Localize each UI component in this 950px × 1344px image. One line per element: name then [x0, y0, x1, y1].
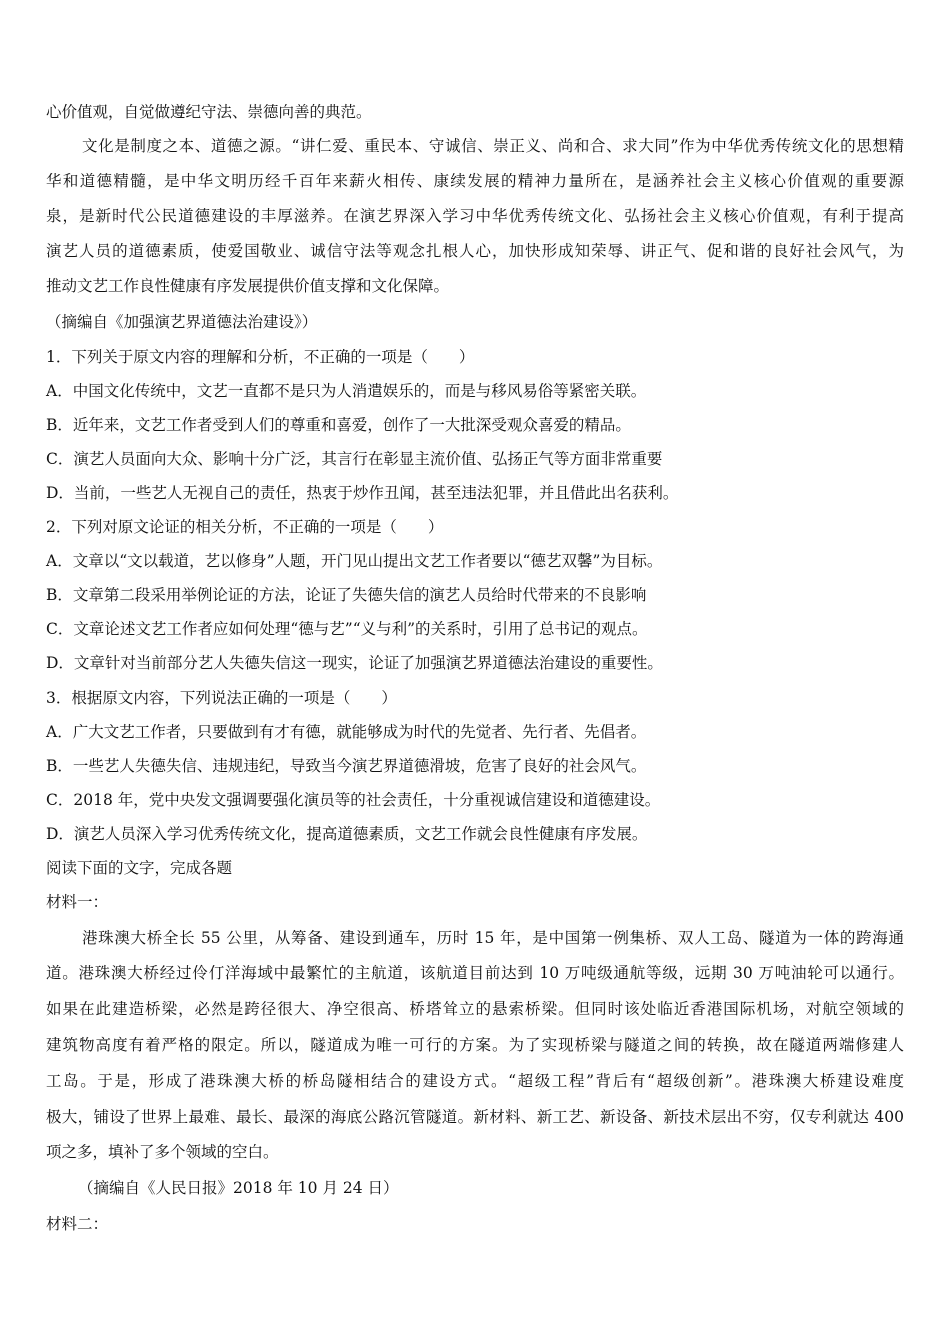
paragraph-end-line: 心价值观，自觉做遵纪守法、崇德向善的典范。 [46, 103, 372, 121]
question-3-option-b: B．一些艺人失德失信、违规违纪，导致当今演艺界道德滑坡，危害了良好的社会风气。 [46, 757, 647, 775]
material-2-heading: 材料二： [46, 1215, 109, 1233]
question-3: 3．根据原文内容，下列说法正确的一项是（ ） [46, 689, 397, 707]
reading-instruction: 阅读下面的文字，完成各题 [46, 859, 233, 877]
material-1-line: 项之多，填补了多个领域的空白。 [46, 1143, 279, 1161]
paragraph-line: 文化是制度之本、道德之源。“讲仁爱、重民本、守诚信、崇正义、尚和合、求大同”作为中华优秀传统文化的思想精 [82, 137, 904, 155]
question-1-option-c: C．演艺人员面向大众、影响十分广泛，其言行在彰显主流价值、弘扬正气等方面非常重要 [46, 450, 663, 468]
question-3-option-d: D．演艺人员深入学习优秀传统文化，提高道德素质，文艺工作就会良性健康有序发展。 [46, 825, 648, 843]
source-citation: （摘编自《加强演艺界道德法治建设》） [46, 313, 318, 331]
question-2: 2．下列对原文论证的相关分析，不正确的一项是（ ） [46, 518, 444, 536]
question-1-option-d: D．当前，一些艺人无视自己的责任，热衷于炒作丑闻，甚至违法犯罪，并且借此出名获利。 [46, 484, 679, 502]
material-1-heading: 材料一： [46, 893, 109, 911]
paragraph-line: 泉，是新时代公民道德建设的丰厚滋养。在演艺界深入学习中华优秀传统文化、弘扬社会主义核心价值观，有利于提高 [46, 207, 904, 225]
question-3-option-c: C．2018 年，党中央发文强调要强化演员等的社会责任，十分重视诚信建设和道德建设。 [46, 791, 661, 809]
question-2-option-b: B．文章第二段采用举例论证的方法，论证了失德失信的演艺人员给时代带来的不良影响 [46, 586, 647, 604]
material-1-line: 工岛。于是，形成了港珠澳大桥的桥岛隧相结合的建设方式。“超级工程”背后有“超级创新”。港珠澳大桥建设难度 [46, 1072, 904, 1090]
question-2-option-d: D．文章针对当前部分艺人失德失信这一现实，论证了加强演艺界道德法治建设的重要性。 [46, 654, 663, 672]
material-1-line: 如果在此建造桥梁，必然是跨径很大、净空很高、桥塔耸立的悬索桥梁。但同时该处临近香港国际机场，对航空领域的 [46, 1000, 904, 1018]
question-3-option-a: A．广大文艺工作者，只要做到有才有德，就能够成为时代的先觉者、先行者、先倡者。 [46, 723, 647, 741]
paragraph-line: 演艺人员的道德素质，使爱国敬业、诚信守法等观念扎根人心，加快形成知荣辱、讲正气、促和谐的良好社会风气，为 [46, 242, 904, 260]
question-2-option-c: C．文章论述文艺工作者应如何处理“德与艺”“义与利”的关系时，引用了总书记的观点。 [46, 620, 648, 638]
material-1-line: 建筑物高度有着严格的限定。所以，隧道成为唯一可行的方案。为了实现桥梁与隧道之间的转换，故在隧道两端修建人 [46, 1036, 904, 1054]
question-1-option-b: B．近年来，文艺工作者受到人们的尊重和喜爱，创作了一大批深受观众喜爱的精品。 [46, 416, 631, 434]
paragraph-line: 华和道德精髓，是中华文明历经千百年来薪火相传、康续发展的精神力量所在，是涵养社会主义核心价值观的重要源 [46, 172, 904, 190]
paragraph-line: 推动文艺工作良性健康有序发展提供价值支撑和文化保障。 [46, 277, 450, 295]
material-1-source: （摘编自《人民日报》2018 年 10 月 24 日） [78, 1179, 399, 1197]
question-2-option-a: A．文章以“文以载道，艺以修身”人题，开门见山提出文艺工作者要以“德艺双馨”为目标。 [46, 552, 663, 570]
material-1-line: 极大，铺设了世界上最难、最长、最深的海底公路沉管隧道。新材料、新工艺、新设备、新技术层出不穷，仅专利就达 400 [46, 1108, 904, 1126]
material-1-line: 道。港珠澳大桥经过伶仃洋海域中最繁忙的主航道，该航道目前达到 10 万吨级通航等级，远期 30 万吨油轮可以通行。 [46, 964, 904, 982]
material-1-line: 港珠澳大桥全长 55 公里，从筹备、建设到通车，历时 15 年，是中国第一例集桥、双人工岛、隧道为一体的跨海通 [82, 929, 904, 947]
question-1-option-a: A．中国文化传统中，文艺一直都不是只为人消遣娱乐的，而是与移风易俗等紧密关联。 [46, 382, 647, 400]
question-1: 1．下列关于原文内容的理解和分析，不正确的一项是（ ） [46, 348, 475, 366]
